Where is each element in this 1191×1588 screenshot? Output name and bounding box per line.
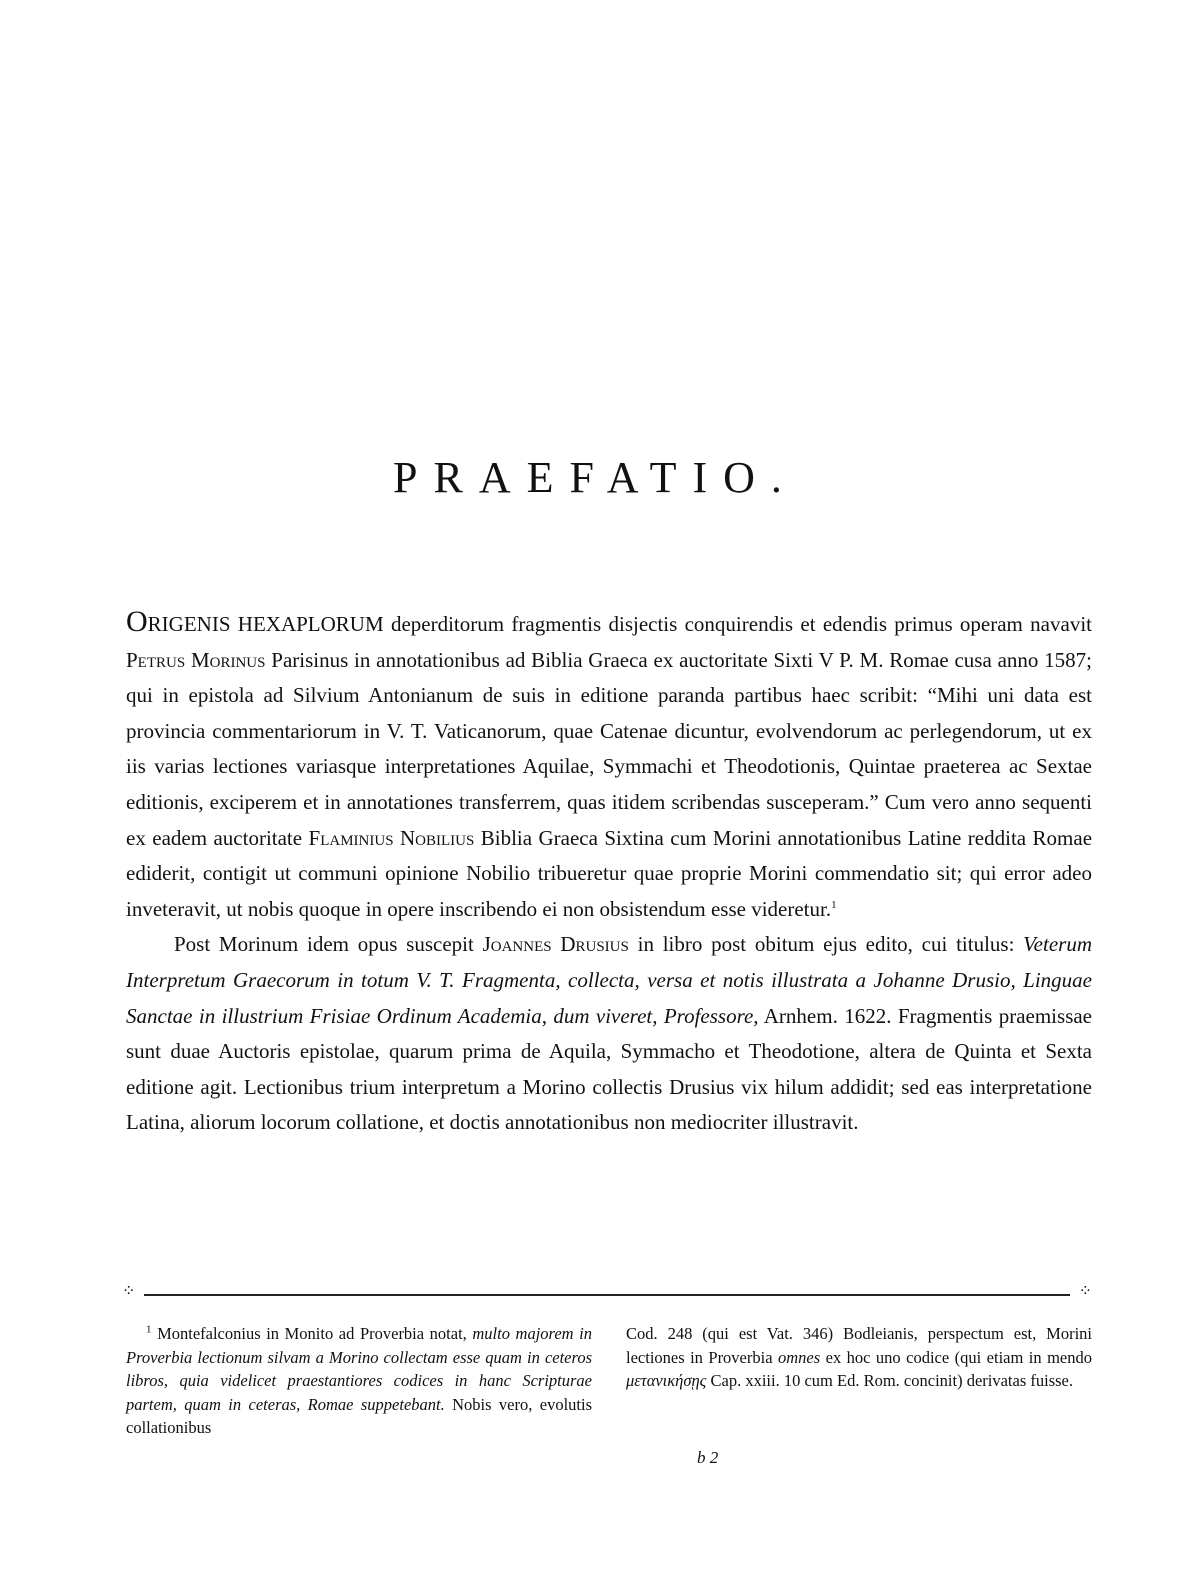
text-run: Cod. 248 (qui est Vat. 346) Bodleianis, perspectum est, Morini lectiones in Proverbia [626,1324,1092,1367]
page-title: PRAEFATIO. [393,453,798,502]
footnote-marker: 1 [146,1323,152,1336]
text-run: deperditorum fragmentis disjectis conquirendis et edendis primus operam navavit [383,612,1092,636]
footnote-1-part-1 [126,1322,592,1440]
text-run: Montefalconius in Monito ad Proverbia notat, [151,1324,473,1343]
lead-words: RIGENIS HEXAPLORUM [147,612,384,636]
footnote-reference[interactable]: 1 [831,898,837,911]
footnote-rule [122,1281,1092,1301]
footnote-1-part-2 [626,1322,1092,1393]
name-drusius: Joannes Drusius [482,932,629,957]
greek-word: μετανικήσῃς [626,1371,707,1390]
quoted-text: multo majorem in Proverbia lectionum silvam a Morino collectam esse quam in ceteros libros, quia videlicet praestantiores codices in hanc Scripturae partem, quam in ceteras, Romae suppetebant. [126,1324,592,1414]
name-nobilius: Flaminius Nobilius [308,825,475,850]
paragraph-1 [126,604,1092,927]
text-run: Arnhem. 1622. Fragmentis praemissae sunt duae Auctoris epistolae, quarum prima de Aquila, Symmacho et Theodotione, altera de Quinta et Sexta editione agit. Lectionibus trium interpretum a Morino collectis Drusius vix hilum addidit; sed eas interpretatione Latina, aliorum locorum collatione, et doctis annotationibus non mediocriter illustravit. [126,1003,1093,1135]
preface-body [126,604,1092,1141]
name-morinus: Petrus Morinus [126,647,266,672]
footnote-column-right [626,1322,1092,1440]
text-run: ex hoc uno codice (qui etiam in mendo [820,1347,1092,1367]
book-title: Veterum Interpretum Graecorum in totum V. T. Fragmenta, collecta, versa et notis illustrata a Johanne Drusio, Linguae Sanctae in illustrium Frisiae Ordinum Academia, dum viveret, Professore, [126,932,1092,1028]
divider [144,1294,1070,1296]
text-run: in libro post obitum ejus edito, cui titulus: [628,932,1024,957]
drop-cap: O [126,605,148,638]
footnote-column-left [126,1322,592,1440]
footnotes [126,1322,1092,1440]
emphasis: omnes [778,1347,821,1367]
ornament-left-icon: ⁘ [122,1281,136,1300]
text-run: Biblia Graeca Sixtina cum Morini annotationibus Latine reddita Romae ediderit, contigit ut communi opinione Nobilio tribueretur quae proprie Morini commendatio sit; qui error adeo inveteravit, ut nobis quoque in opere inscribendo ei non obsistendum esse videretur. [126,825,1093,921]
text-run: Nobis vero, evolutis collationibus [126,1394,592,1437]
paragraph-2 [126,927,1092,1141]
text-run: Parisinus in annotationibus ad Biblia Graeca ex auctoritate Sixti V P. M. Romae cusa anno 1587; qui in epistola ad Silvium Antonianum de suis in editione paranda partibus haec scribit: “Mihi uni data est provincia commentariorum in V. T. Vaticanorum, quae Catenae dicuntur, evolvendorum ac perlegendorum, ut ex iis varias lectiones variasque interpretationes Aquilae, Symmachi et Theodotionis, Quintae praeterea ac Sextae editionis, exciperem et in annotationes transferrem, quas itidem scribendas susceperam.” Cum vero anno sequenti ex eadem auctoritate [126,647,1092,850]
text-run: Post Morinum idem opus suscepit [174,932,483,957]
text-run: Cap. xxiii. 10 cum Ed. Rom. concinit) derivatas fuisse. [706,1371,1073,1390]
signature-mark: b 2 [697,1448,719,1467]
ornament-right-icon: ⁘ [1078,1281,1092,1300]
